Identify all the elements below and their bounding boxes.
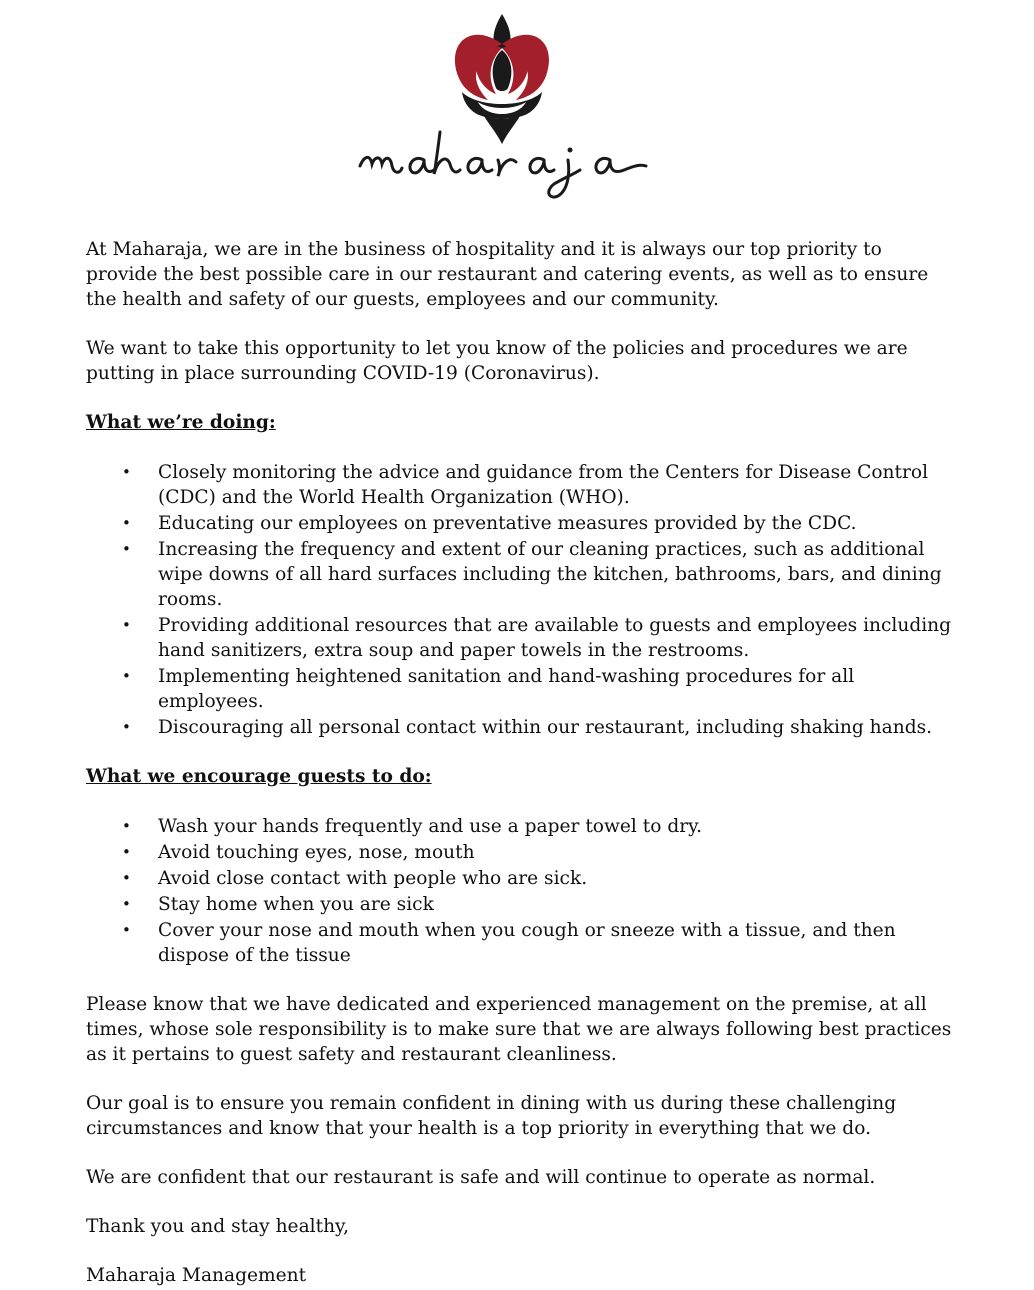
list-item: • Avoid close contact with people who are sick. (122, 868, 588, 889)
bullet-icon: • (122, 616, 131, 634)
closing-paragraph-1: Please know that we have dedicated and experienced management on the premise, at all times, whose sole responsibility is to make sure that we are always following best practices as it pertains to guest safety and restaurant cleanliness. (86, 994, 952, 1065)
bullet-icon: • (122, 667, 131, 685)
list-item: • Increasing the frequency and extent of our cleaning practices, such as additional wipe downs of all hard surfaces including the kitchen, bathrooms, bars, and dining rooms. (122, 539, 942, 610)
list-item: • Implementing heightened sanitation and hand-washing procedures for all employees. (122, 666, 855, 712)
turban-logo-graphic (354, 14, 650, 200)
list-item: • Educating our employees on preventative measures provided by the CDC. (122, 513, 857, 534)
intro-paragraph-1: At Maharaja, we are in the business of hospitality and it is always our top priority to provide the best possible care in our restaurant and catering events, as well as to ensure the health and safety of our guests, employees and our community. (86, 239, 929, 310)
sign-off: Thank you and stay healthy, (86, 1216, 349, 1237)
closing-paragraph-2: Our goal is to ensure you remain confident in dining with us during these challenging circumstances and know that your health is a top priority in everything that we do. (86, 1093, 897, 1139)
guests-list (86, 814, 958, 968)
bullet-icon: • (122, 718, 131, 736)
list-item: • Discouraging all personal contact within our restaurant, including shaking hands. (122, 717, 933, 738)
signature: Maharaja Management (86, 1265, 307, 1286)
maharaja-logo (354, 14, 650, 200)
bullet-icon: • (122, 869, 131, 887)
bullet-icon: • (122, 514, 131, 532)
list-item: • Stay home when you are sick (122, 894, 434, 915)
list-item: • Avoid touching eyes, nose, mouth (122, 842, 475, 863)
doing-list (86, 460, 958, 740)
closing-paragraph-3: We are confident that our restaurant is safe and will continue to operate as normal. (86, 1167, 876, 1188)
bullet-icon: • (122, 540, 131, 558)
bullet-icon: • (122, 817, 131, 835)
guests-heading: What we encourage guests to do: (86, 766, 432, 787)
intro-paragraph-2: We want to take this opportunity to let you know of the policies and procedures we are putting in place surrounding COVID-19 (Coronavirus). (86, 338, 908, 384)
doing-heading: What we’re doing: (86, 412, 276, 433)
bullet-icon: • (122, 921, 131, 939)
list-item: • Providing additional resources that are available to guests and employees including hand sanitizers, extra soup and paper towels in the restrooms. (122, 615, 952, 661)
list-item: • Wash your hands frequently and use a paper towel to dry. (122, 816, 703, 837)
bullet-icon: • (122, 843, 131, 861)
letter-body (86, 237, 958, 1288)
bullet-icon: • (122, 895, 131, 913)
list-item: • Closely monitoring the advice and guidance from the Centers for Disease Control (CDC) and the World Health Organization (WHO). (122, 462, 929, 508)
bullet-icon: • (122, 463, 131, 481)
list-item: • Cover your nose and mouth when you cough or sneeze with a tissue, and then dispose of the tissue (122, 920, 896, 966)
